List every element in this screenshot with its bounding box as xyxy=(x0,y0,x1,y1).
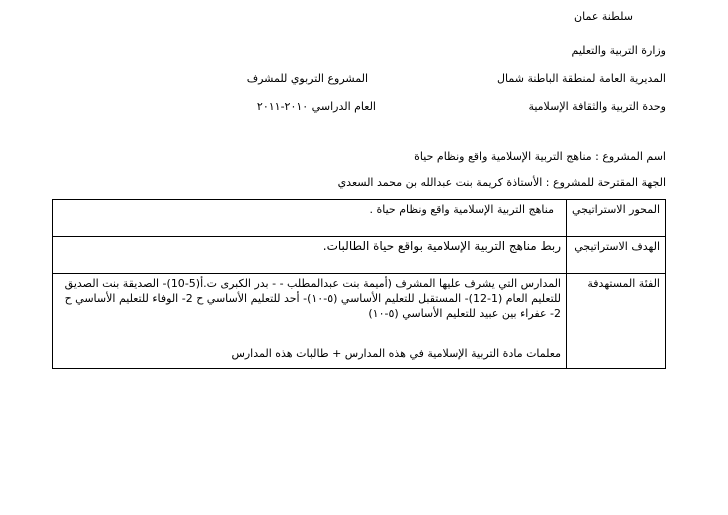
project-proposer: الجهة المقترحة للمشروع : الأستاذة كريمة بنت عبدالله بن محمد السعدي xyxy=(337,176,666,189)
ministry-name: وزارة التربية والتعليم xyxy=(571,44,666,57)
table-row xyxy=(53,274,666,369)
unit-name: وحدة التربية والثقافة الإسلامية xyxy=(528,100,666,113)
directorate-name: المديرية العامة لمنطقة الباطنة شمال xyxy=(497,72,666,85)
target-schools: المدارس التي يشرف عليها المشرف (أميمة بنت عبدالمطلب - - بدر الكبرى ت.أ(5-10)- الصديقة بنت الصديق للتعليم العام (1-12)- المستقبل للتعليم الأساسي (٥-١٠)- أحد للتعليم الأساسي ح 2- الوفاء للتعليم الأساسي ح 2- عفراء بين عبيد للتعليم الأساسي (٥-١٠) xyxy=(64,277,561,320)
project-name: اسم المشروع : مناهج التربية الإسلامية واقع ونظام حياة xyxy=(414,150,666,163)
strategic-axis-value: مناهج التربية الإسلامية واقع ونظام حياة . xyxy=(53,200,567,237)
target-group-label: الفئة المستهدفة xyxy=(567,274,666,369)
project-type: المشروع التربوي للمشرف xyxy=(246,72,368,85)
project-table xyxy=(52,199,666,369)
spacer xyxy=(58,321,561,346)
strategic-goal-value: ربط مناهج التربية الإسلامية بواقع حياة الطالبات. xyxy=(53,237,567,274)
target-group-value xyxy=(53,274,567,369)
strategic-axis-label: المحور الاستراتيجي xyxy=(567,200,666,237)
table-row xyxy=(53,200,666,237)
table-row xyxy=(53,237,666,274)
strategic-goal-label: الهدف الاستراتيجي xyxy=(567,237,666,274)
country-name: سلطنة عمان xyxy=(574,10,633,23)
school-year: العام الدراسي ٢٠١٠-٢٠١١ xyxy=(256,100,376,113)
target-people: معلمات مادة التربية الإسلامية في هذه المدارس + طالبات هذه المدارس xyxy=(231,347,561,360)
